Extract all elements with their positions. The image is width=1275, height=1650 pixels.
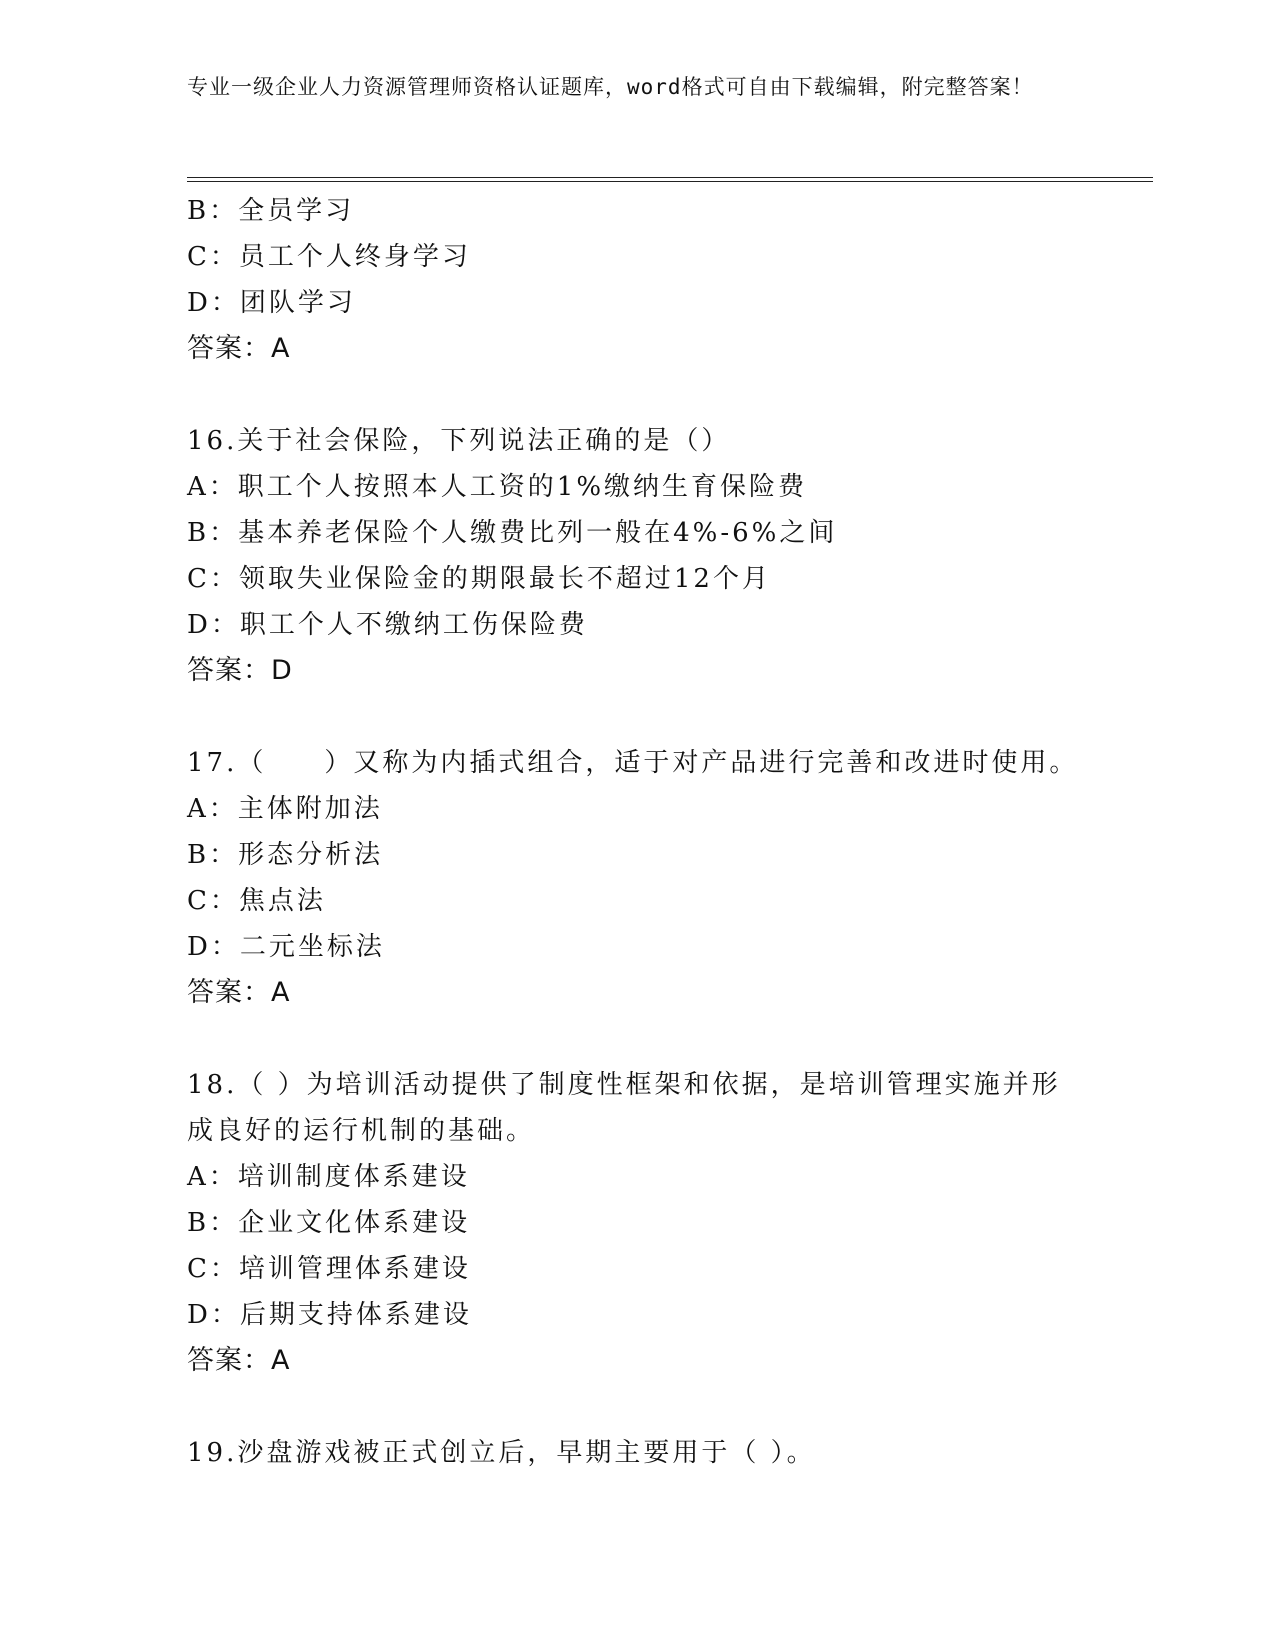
option-b: B：企业文化体系建设 [187, 1208, 471, 1238]
option-c: C：领取失业保险金的期限最长不超过12个月 [187, 564, 771, 594]
question-18 [187, 1062, 1087, 1384]
option-a: A：职工个人按照本人工资的1%缴纳生育保险费 [187, 472, 808, 502]
option-b: B：形态分析法 [187, 840, 384, 870]
question-15-continued [187, 188, 1087, 372]
question-stem: 19.沙盘游戏被正式创立后，早期主要用于（ ）。 [187, 1438, 816, 1468]
option-d: D：后期支持体系建设 [187, 1300, 472, 1330]
option-b: B：基本养老保险个人缴费比列一般在4%-6%之间 [187, 518, 838, 548]
header-divider-bottom [187, 181, 1153, 182]
option-c: C：员工个人终身学习 [187, 242, 471, 272]
answer: 答案：A [187, 1345, 291, 1376]
option-c: C：焦点法 [187, 886, 326, 916]
question-stem: 18.（ ）为培训活动提供了制度性框架和依据，是培训管理实施并形成良好的运行机制的基础。 [187, 1070, 1061, 1146]
question-17 [187, 740, 1087, 1016]
option-b: B：全员学习 [187, 196, 355, 226]
question-stem: 16.关于社会保险，下列说法正确的是（） [187, 426, 731, 456]
question-19 [187, 1430, 1087, 1476]
header-divider-top [187, 177, 1153, 178]
option-c: C：培训管理体系建设 [187, 1254, 471, 1284]
question-16 [187, 418, 1087, 694]
question-list [187, 188, 1087, 1476]
document-header: 专业一级企业人力资源管理师资格认证题库，word格式可自由下载编辑，附完整答案！ [187, 75, 1034, 99]
option-d: D：职工个人不缴纳工伤保险费 [187, 610, 588, 640]
answer: 答案：A [187, 333, 291, 364]
option-a: A：培训制度体系建设 [187, 1162, 470, 1192]
option-d: D：团队学习 [187, 288, 356, 318]
answer: 答案：D [187, 655, 293, 686]
answer: 答案：A [187, 977, 291, 1008]
option-d: D：二元坐标法 [187, 932, 385, 962]
question-stem: 17.（ ）又称为内插式组合，适于对产品进行完善和改进时使用。 [187, 748, 1079, 778]
option-a: A：主体附加法 [187, 794, 383, 824]
